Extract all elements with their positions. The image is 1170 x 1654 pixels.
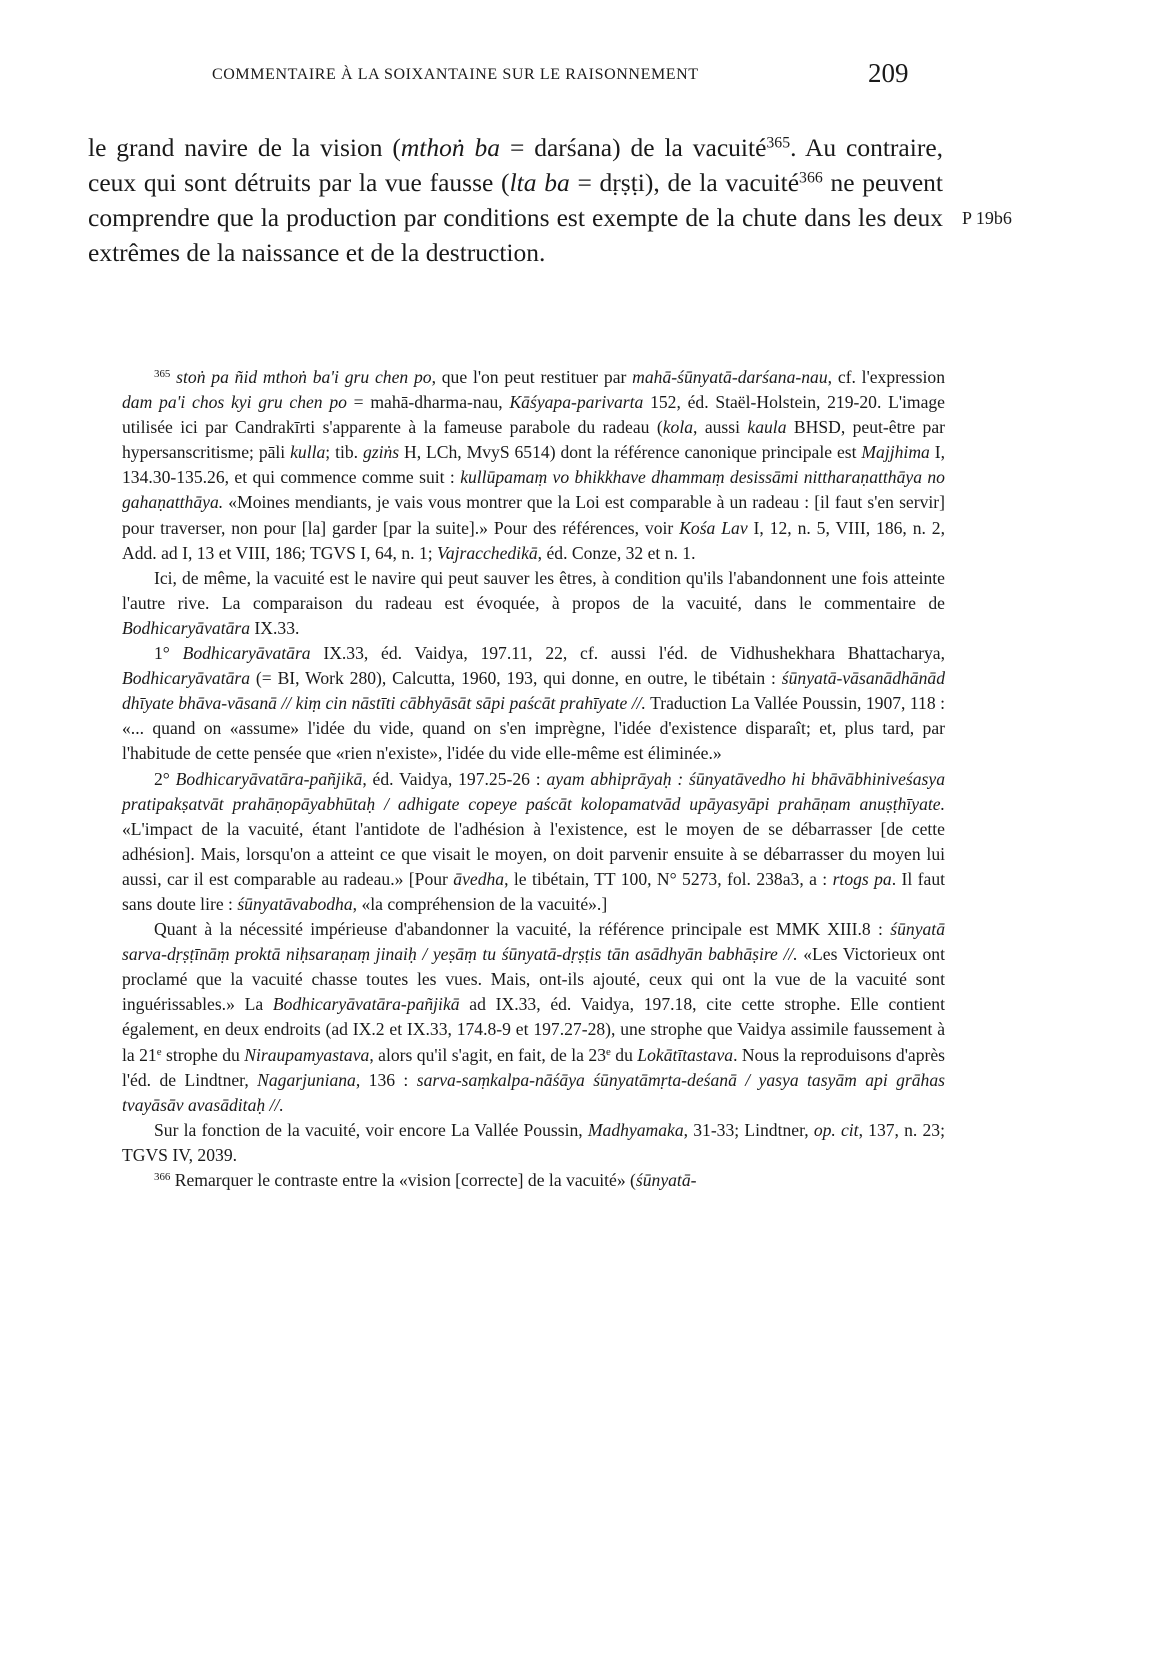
text-run: , que l'on peut restituer par [431,367,633,387]
italic-text: śūnyatā- [635,1170,697,1190]
footnote-marker: 366 [154,1171,171,1183]
text-run: le grand navire de la vision ( [88,133,401,162]
text-run: , aussi [693,417,748,438]
text-run: BHSD, peut-être par hypersanscritisme; pāli [122,417,945,463]
text-run: I, 134.30-135.26, et qui commence comme suit : [122,442,945,488]
text-run: Ici, de même, la vacuité est le navire qui peut sauver les êtres, à condition qu'ils l'abandonnent une fois atteinte l'autre rive. La comparaison du radeau est évoquée, à propos de la vacuité, dans le commentaire de [122,567,945,613]
italic-text: dam pa'i chos kyi gru chen po [122,392,347,413]
footnote-paragraph [122,917,945,1118]
text-run: , 31-33; Lindtner, [683,1119,814,1140]
italic-text: stoṅ pa ñid mthoṅ ba'i gru chen po [176,367,432,387]
text-run: = mahā-dharma-nau, [346,392,510,413]
text-run: ne peuvent comprendre que la production par conditions est exempte de la chute dans les deux extrêmes de la naissance et de la destruction. [88,168,943,267]
text-run: , alors qu'il s'agit, en fait, de la 23 [369,1044,606,1065]
text-run: (= BI, Work 280), Calcutta, 1960, 193, qui donne, en outre, le tibétain : [250,668,782,689]
italic-text: Bodhicaryāvatāra [122,617,251,638]
text-run: IX.33. [250,617,300,638]
running-header: COMMENTAIRE À LA SOIXANTAINE SUR LE RAISONNEMENT [212,66,699,83]
italic-text: op. cit [813,1119,859,1140]
italic-text: āvedha [453,868,505,889]
footnote-paragraph [122,365,945,566]
text-run: , éd. Vaidya, 197.25-26 : [362,768,547,789]
text-run: «Les Victorieux ont proclamé que la vacuité chasse toutes les vues. Mais, ont-ils ajouté, ceux qui ont la vue de la vacuité sont inguérissables.» La [122,944,945,1015]
text-run: , «la compréhension de la vacuité».] [352,893,608,914]
italic-text: śūnyatāvabodha [237,893,353,914]
italic-text: kulla [290,442,326,463]
italic-text: Vajracchedikā [437,542,538,563]
italic-text: lta ba [509,168,570,197]
text-run: , 136 : [355,1069,417,1090]
text-run: du [610,1044,638,1065]
italic-text: Bodhicaryāvatāra-pañjikā [272,994,460,1015]
italic-text: kullūpamaṃ vo bhikkhave dhammaṃ desissāmi nittharaṇatthāya no gahaṇatthāya. [122,467,945,513]
footnote-paragraph [122,566,945,641]
italic-text: Bodhicaryāvatāra [122,668,251,689]
italic-text: Kāśyapa-parivarta [509,392,644,413]
footnotes [122,365,945,1193]
italic-text: mthoṅ ba [400,133,501,162]
footnote-marker: 365 [766,134,791,152]
footnote-marker: 365 [154,368,171,380]
text-run: Sur la fonction de la vacuité, voir encore La Vallée Poussin, [154,1119,588,1140]
text-run: , le tibétain, TT 100, N° 5273, fol. 238a3, a : [504,868,833,889]
text-run: «Moines mendiants, je vais vous montrer que la Loi est comparable à un radeau : [il faut s'en servir] pour traverser, non pour [la] garder [par la suite].» Pour des références, voir [122,492,945,538]
italic-text: Madhyamaka [587,1119,684,1140]
italic-text: Nagarjuniana [257,1069,356,1090]
text-run: , cf. l'expression [827,367,945,387]
text-run: 152, éd. Staël-Holstein, 219-20. L'image utilisée ici par Candrakīrti s'apparente à la fameuse parabole du radeau ( [122,392,945,438]
footnote-paragraph [122,767,945,918]
italic-text: ayam abhiprāyaḥ : śūnyatāvedho hi bhāvābhiniveśasya pratipakṣatvāt prahāṇopāyabhūtaḥ / adhigate copeye paścāt kolopamatvād upāyasyāpi prahāṇam anuṣṭhīyate. [122,768,945,814]
italic-text: sarva-saṃkalpa-nāśāya śūnyatāmṛta-deśanā / yasya tasyām api grāhas tvayāsāv avasāditaḥ //. [122,1069,945,1115]
italic-text: Lokātītastava [637,1044,734,1065]
text-run: Traduction La Vallée Poussin, 1907, 118 : «... quand on «assume» l'idée du vide, quand on s'en imprègne, l'idée d'existence disparaît; et, plus tard, par l'habitude de cette pensée que «rien n'existe», l'idée du vide elle-même est éliminée.» [122,693,945,764]
footnote-marker: 366 [799,169,823,187]
text-run: = dṛṣṭi), de la vacuité [569,168,800,197]
text-run: strophe du [161,1044,245,1065]
italic-text: Majjhima [861,442,930,463]
text-run: 1° [154,643,183,664]
text-run: Quant à la nécessité impérieuse d'abandonner la vacuité, la référence principale est MMK XIII.8 : [154,919,891,940]
text-run: , éd. Conze, 32 et n. 1. [537,542,696,563]
text-run: IX.33, éd. Vaidya, 197.11, 22, cf. aussi l'éd. de Vidhushekhara Bhattacharya, [310,643,946,664]
italic-text: śūnyatā-vāsanādhānād dhīyate bhāva-vāsanā // kiṃ cin nāstīti cābhyāsāt sāpi paścāt prahīyate //. [122,668,945,714]
italic-text: Niraupamyastava [244,1044,370,1065]
italic-text: kaula [747,417,787,438]
italic-text: Bodhicaryāvatāra-pañjikā [175,768,363,789]
italic-text: śūnyatā sarva-dṛṣṭīnāṃ proktā niḥsaraṇaṃ jinaiḥ / yeṣāṃ tu śūnyatā-dṛṣṭis tān asādhyān babhāṣire //. [122,919,945,965]
text-run: «L'impact de la vacuité, étant l'antidote de l'adhésion à l'existence, est le moyen de se débarrasser [de cette adhésion]. Mais, lorsqu'on a atteint ce que visait le moyen, on doit parvenir ensuite à se débarrasser du moyen lui aussi, car il est comparable au radeau.» [Pour [122,818,945,889]
italic-text: mahā-śūnyatā-darśana-nau [632,367,828,387]
text-run: = darśana) de la vacuité [500,133,767,162]
footnote-marker: e [606,1045,611,1058]
text-run: . Nous la reproduisons d'après l'éd. de Lindtner, [122,1044,946,1090]
text-run: ; tib. [325,442,363,463]
footnote-paragraph [122,641,945,766]
italic-text: Kośa Lav [679,517,748,538]
text-run: H, LCh, MvyS 6514) dont la référence canonique principale est [399,442,862,463]
footnote-paragraph [122,1118,945,1168]
italic-text: kola [662,417,694,438]
page-number: 209 [868,58,909,88]
text-run: , 137, n. 23; TGVS IV, 2039. [122,1119,945,1165]
text-run: I, 12, n. 5, VIII, 186, n. 2, Add. ad I, 13 et VIII, 186; TGVS I, 64, n. 1; [122,517,946,563]
text-run: Remarquer le contraste entre la «vision [correcte] de la vacuité» ( [170,1170,636,1190]
footnote-paragraph [122,1168,945,1193]
italic-text: gziṅs [362,442,400,463]
footnote-marker: e [156,1045,162,1058]
text-run: 2° [154,768,176,789]
margin-reference: P 19b6 [962,208,1012,228]
main-paragraph [88,130,943,270]
text-run: . Il faut sans doute lire : [122,868,945,914]
italic-text: rtogs pa [832,868,892,889]
italic-text: Bodhicaryāvatāra [182,643,311,664]
text-run: ad IX.33, éd. Vaidya, 197.18, cite cette strophe. Elle contient également, en deux endroits (ad IX.2 et IX.33, 174.8-9 et 197.27-28), une strophe que Vaidya assimile faussement à la 21 [122,994,945,1065]
text-run: . Au contraire, ceux qui sont détruits par la vue fausse ( [88,133,944,197]
